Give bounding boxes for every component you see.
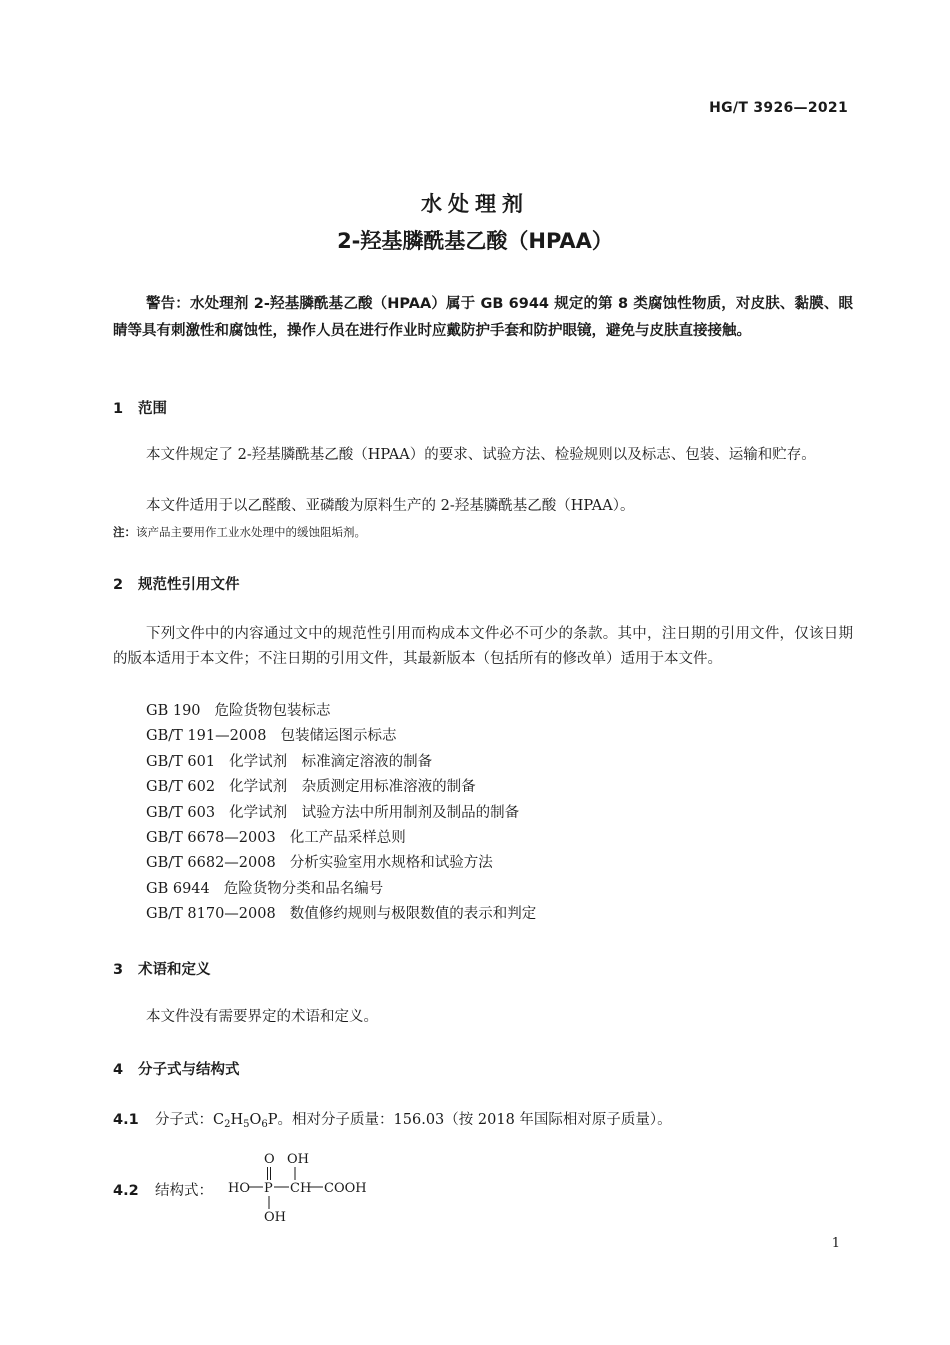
reference-title: 化学试剂 杂质测定用标准溶液的制备 <box>229 779 476 796</box>
reference-title: 化学试剂 试验方法中所用制剂及制品的制备 <box>229 804 520 821</box>
section-1-note <box>113 524 366 540</box>
reference-code: GB/T 191—2008 <box>146 728 267 745</box>
section-4-heading <box>113 1058 240 1079</box>
section-1-number: 1 <box>113 401 124 417</box>
structure-top-oh: OH <box>287 1152 309 1167</box>
reference-item <box>146 775 536 800</box>
reference-code: GB/T 602 <box>146 779 216 796</box>
standard-code: HG/T 3926—2021 <box>709 100 848 116</box>
reference-title: 数值修约规则与极限数值的表示和判定 <box>289 906 537 923</box>
section-2-number: 2 <box>113 577 124 593</box>
reference-title: 化学试剂 标准滴定溶液的制备 <box>229 753 433 770</box>
reference-code: GB 6944 <box>146 880 210 897</box>
clause-4-2-number: 4.2 <box>113 1183 139 1199</box>
warning-paragraph: 警告：水处理剂 2-羟基膦酰基乙酸（HPAA）属于 GB 6944 规定的第 8 类腐蚀性物质，对皮肤、黏膜、眼睛等具有刺激性和腐蚀性，操作人员在进行作业时应戴防护手套和防护眼镜，避免与皮肤直接接触。 <box>113 296 853 339</box>
structural-formula <box>226 1149 386 1229</box>
molecular-mass-text: 。相对分子质量：156.03（按 2018 年国际相对原子质量）。 <box>277 1112 672 1128</box>
clause-4-1-number: 4.1 <box>113 1112 139 1128</box>
reference-item <box>146 877 536 902</box>
reference-code: GB/T 601 <box>146 753 216 770</box>
reference-item <box>146 902 536 927</box>
structure-bottom-oh: OH <box>264 1210 286 1225</box>
structure-top-o: O <box>264 1152 275 1167</box>
reference-code: GB/T 603 <box>146 804 216 821</box>
section-2-heading <box>113 573 240 594</box>
reference-code: GB/T 6682—2008 <box>146 855 276 872</box>
section-3-heading <box>113 958 211 979</box>
reference-code: GB/T 6678—2003 <box>146 829 276 846</box>
clause-4-1-label: 分子式： <box>155 1112 213 1128</box>
structure-cooh: COOH <box>324 1181 367 1196</box>
clause-4-2-label: 结构式： <box>155 1183 213 1199</box>
structure-left-ho: HO <box>228 1181 250 1196</box>
reference-title: 包装储运图示标志 <box>280 728 397 745</box>
document-title-line2: 2-羟基膦酰基乙酸（HPAA） <box>337 229 613 253</box>
reference-item <box>146 750 536 775</box>
page-number: 1 <box>831 1236 840 1251</box>
reference-item <box>146 851 536 876</box>
reference-item <box>146 801 536 826</box>
reference-item <box>146 724 536 749</box>
section-4-number: 4 <box>113 1062 124 1078</box>
section-2-title: 规范性引用文件 <box>138 577 240 593</box>
reference-title: 化工产品采样总则 <box>289 829 406 846</box>
reference-title: 危险货物包装标志 <box>214 703 331 719</box>
reference-title: 分析实验室用水规格和试验方法 <box>289 855 493 872</box>
structure-ch: CH <box>290 1181 312 1196</box>
section-2-para: 下列文件中的内容通过文中的规范性引用而构成本文件必不可少的条款。其中，注日期的引用文件，仅该日期的版本适用于本文件；不注日期的引用文件，其最新版本（包括所有的修改单）适用于本文件。 <box>113 626 853 667</box>
document-title-line1: 水处理剂 <box>421 192 529 216</box>
section-3-title: 术语和定义 <box>138 962 211 978</box>
reference-code: GB 190 <box>146 703 201 719</box>
clause-4-1 <box>113 1108 672 1130</box>
reference-item <box>146 826 536 851</box>
section-1-title: 范围 <box>138 401 167 417</box>
reference-code: GB/T 8170—2008 <box>146 906 276 923</box>
note-label: 注： <box>113 525 136 539</box>
normative-references-list <box>146 699 536 928</box>
molecular-formula: $C_2H_5O_6P$ <box>213 1112 278 1130</box>
structure-bonds <box>249 1167 323 1209</box>
section-3-number: 3 <box>113 962 124 978</box>
section-1-heading <box>113 397 167 418</box>
section-1-para-1: 本文件规定了 2-羟基膦酰基乙酸（HPAA）的要求、试验方法、检验规则以及标志、包装、运输和贮存。 <box>146 447 816 463</box>
section-1-para-2: 本文件适用于以乙醛酸、亚磷酸为原料生产的 2-羟基膦酰基乙酸（HPAA）。 <box>146 498 635 514</box>
note-text: 该产品主要用作工业水处理中的缓蚀阻垢剂。 <box>136 525 366 539</box>
reference-item <box>146 699 536 724</box>
section-3-para: 本文件没有需要界定的术语和定义。 <box>146 1009 378 1025</box>
reference-title: 危险货物分类和品名编号 <box>223 880 384 897</box>
structure-p: P <box>264 1181 273 1196</box>
section-4-title: 分子式与结构式 <box>138 1062 240 1078</box>
clause-4-2 <box>113 1179 213 1200</box>
